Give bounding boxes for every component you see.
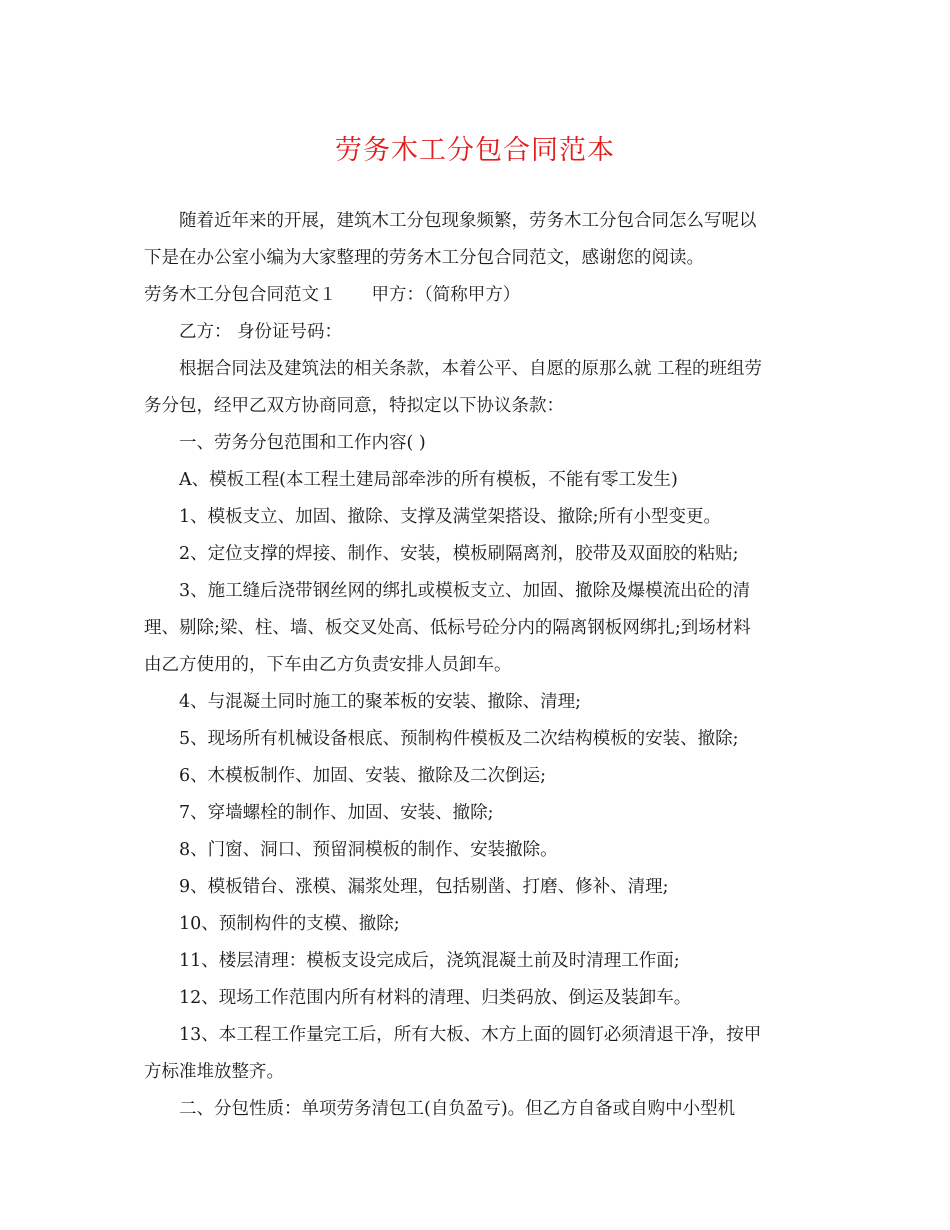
body-line: 10、预制构件的支模、撤除; [179, 914, 400, 934]
body-line: 二、分包性质：单项劳务清包工(自负盈亏)。但乙方自备或自购中小型机 [179, 1099, 736, 1119]
body-line: 13、本工程工作量完工后，所有大板、木方上面的圆钉必须清退干净，按甲 [179, 1025, 762, 1045]
body-line: 根据合同法及建筑法的相关条款，本着公平、自愿的原那么就 工程的班组劳 [179, 359, 763, 379]
body-line: 3、施工缝后浇带钢丝网的绑扎或模板支立、加固、撤除及爆模流出砼的清 [179, 581, 751, 601]
document-body [144, 203, 804, 1128]
body-line: 9、模板错台、涨模、漏浆处理，包括剔凿、打磨、修补、清理; [179, 877, 669, 897]
body-line: 7、穿墙螺栓的制作、加固、安装、撤除; [179, 803, 494, 823]
body-line: A、模板工程(本工程土建局部牵涉的所有模板，不能有零工发生) [179, 470, 678, 490]
body-line: 下是在办公室小编为大家整理的劳务木工分包合同范文，感谢您的阅读。 [144, 248, 704, 268]
body-line: 1、模板支立、加固、撤除、支撑及满堂架搭设、撤除;所有小型变更。 [179, 507, 722, 527]
body-line: 8、门窗、洞口、预留洞模板的制作、安装撤除。 [179, 840, 558, 860]
body-line: 一、劳务分包范围和工作内容( ) [179, 433, 426, 453]
body-line: 由乙方使用的，下车由乙方负责安排人员卸车。 [144, 655, 512, 675]
body-line: 12、现场工作范围内所有材料的清理、归类码放、倒运及装卸车。 [179, 988, 692, 1008]
document-title: 劳务木工分包合同范本 [335, 135, 615, 166]
body-line: 务分包，经甲乙双方协商同意，特拟定以下协议条款： [144, 396, 564, 416]
body-line: 乙方： 身份证号码： [179, 322, 343, 342]
body-line: 随着近年来的开展，建筑木工分包现象频繁，劳务木工分包合同怎么写呢以 [179, 211, 757, 231]
body-line: 方标准堆放整齐。 [144, 1062, 284, 1082]
body-line: 4、与混凝土同时施工的聚苯板的安装、撤除、清理; [179, 692, 582, 712]
body-line: 2、定位支撑的焊接、制作、安装，模板刷隔离剂，胶带及双面胶的粘贴; [179, 544, 739, 564]
body-line: 5、现场所有机械设备根底、预制构件模板及二次结构模板的安装、撤除; [179, 729, 739, 749]
body-line: 6、木模板制作、加固、安装、撤除及二次倒运; [179, 766, 547, 786]
body-line: 理、剔除;梁、柱、墙、板交叉处高、低标号砼分内的隔离钢板网绑扎;到场材料 [144, 618, 751, 638]
body-line: 劳务木工分包合同范文１ 甲方：（简称甲方） [144, 285, 521, 305]
body-line: 11、楼层清理：模板支设完成后，浇筑混凝土前及时清理工作面; [179, 951, 680, 971]
